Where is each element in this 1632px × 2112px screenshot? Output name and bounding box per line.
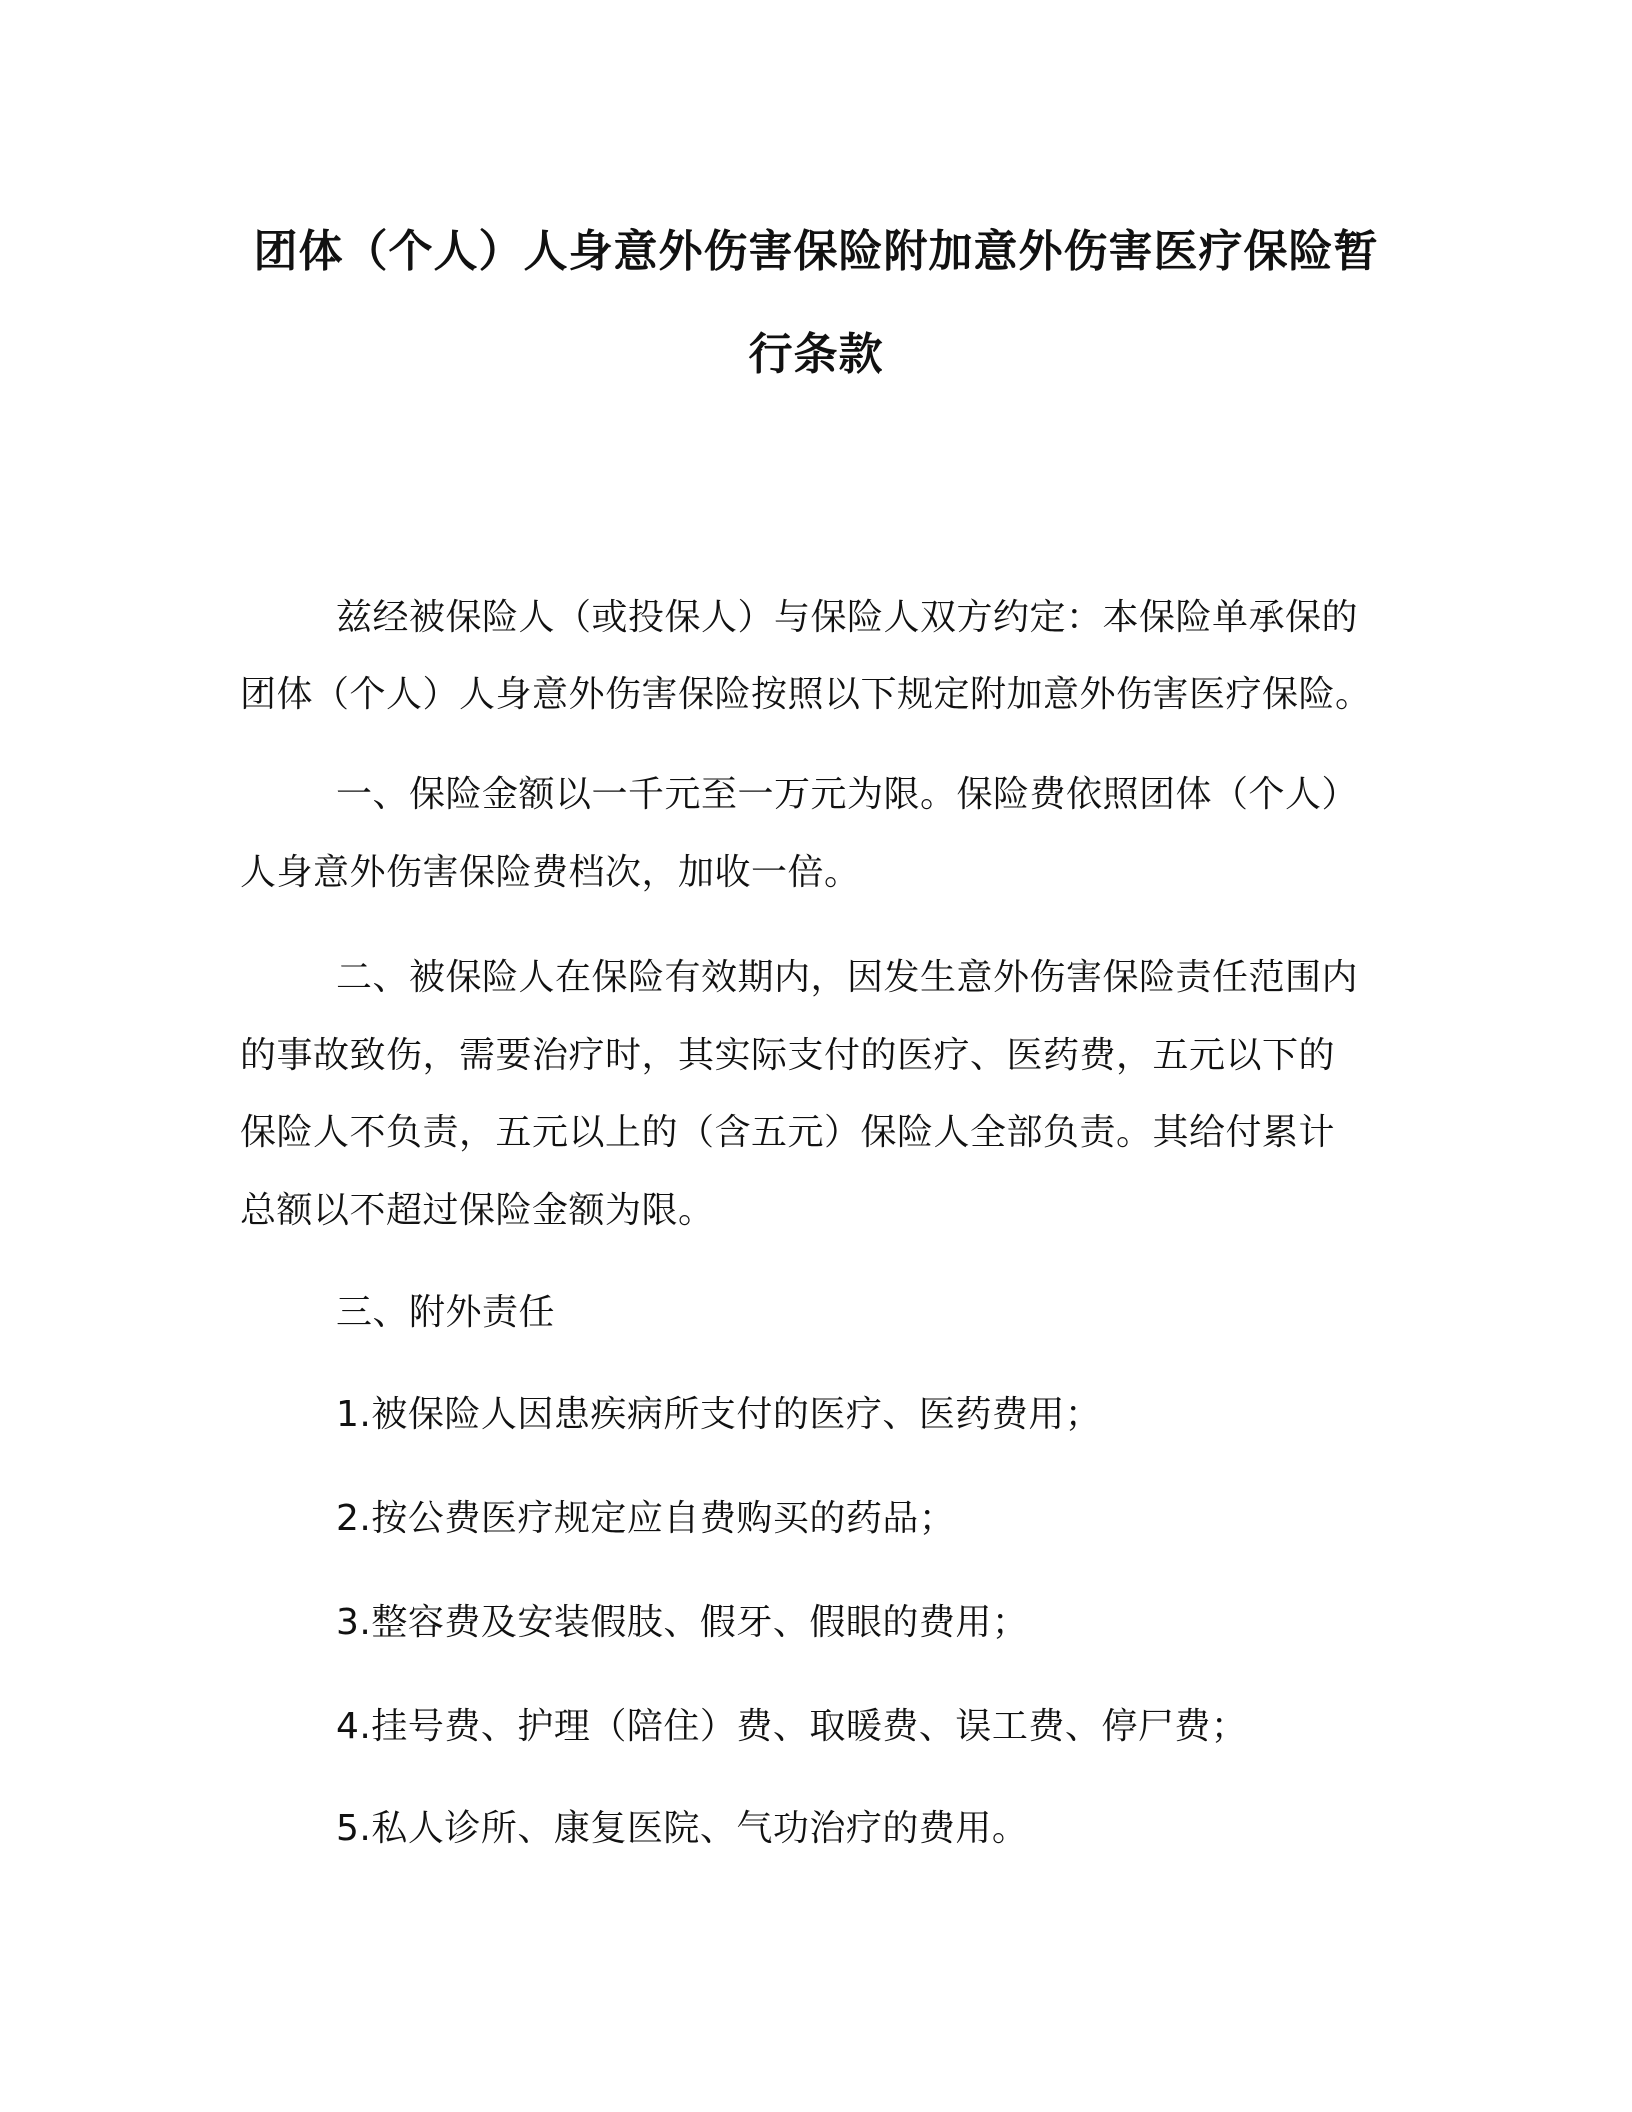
clause2-line-3: 保险人不负责，五元以上的（含五元）保险人全部负责。其给付累计 [240,1112,1336,1153]
clause2-line-4: 总额以不超过保险金额为限。 [240,1190,715,1231]
intro-line-2: 团体（个人）人身意外伤害保险按照以下规定附加意外伤害医疗保险。 [240,674,1372,715]
clause2-line-1: 二、被保险人在保险有效期内，因发生意外伤害保险责任范围内 [336,957,1359,998]
exclusion-item-1: 1.被保险人因患疾病所支付的医疗、医药费用； [336,1394,1102,1435]
exclusion-item-4: 4.挂号费、护理（陪住）费、取暖费、误工费、停尸费； [336,1706,1248,1747]
clause1-line-2: 人身意外伤害保险费档次，加收一倍。 [240,852,861,893]
clause3-heading: 三、附外责任 [336,1292,556,1333]
clause2-line-2: 的事故致伤，需要治疗时，其实际支付的医疗、医药费，五元以下的 [240,1035,1336,1076]
exclusion-item-2: 2.按公费医疗规定应自费购买的药品； [336,1498,956,1539]
clause1-line-1: 一、保险金额以一千元至一万元为限。保险费依照团体（个人） [336,774,1359,815]
document-title-line-1: 团体（个人）人身意外伤害保险附加意外伤害医疗保险暂 [253,226,1379,277]
exclusion-item-5: 5.私人诊所、康复医院、气功治疗的费用。 [336,1808,1029,1849]
intro-line-1: 兹经被保险人（或投保人）与保险人双方约定：本保险单承保的 [336,597,1359,638]
document-title-line-2: 行条款 [748,329,884,380]
exclusion-item-3: 3.整容费及安装假肢、假牙、假眼的费用； [336,1602,1029,1643]
